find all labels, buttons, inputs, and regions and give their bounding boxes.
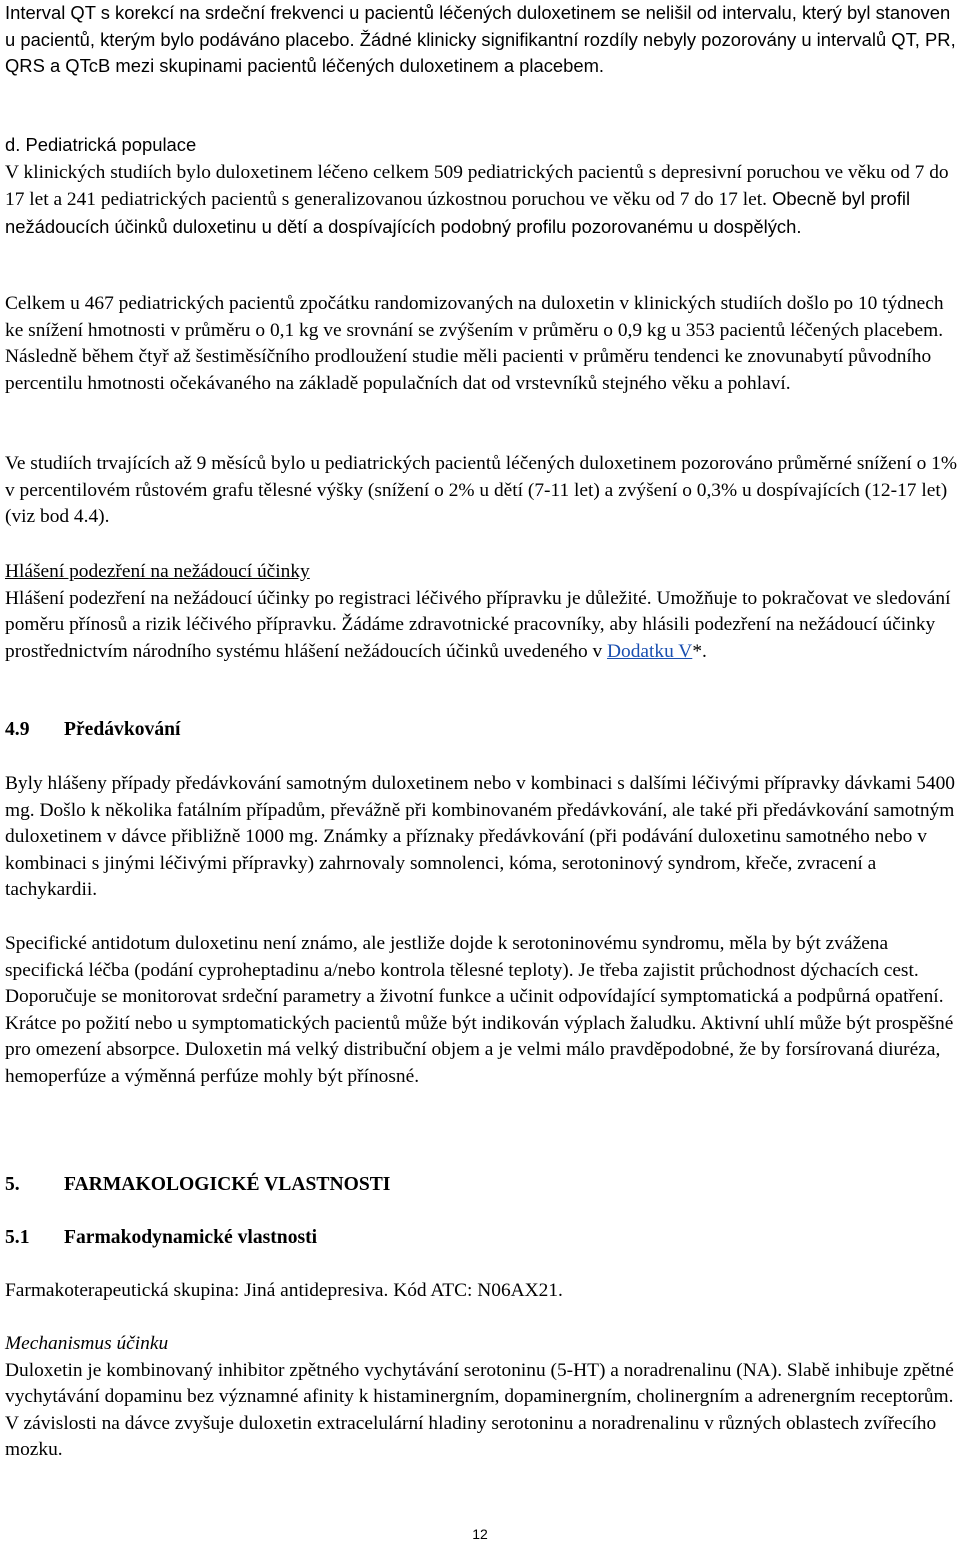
mechanism-section	[5, 1331, 957, 1464]
pediatric-text-b: Obecně byl profil nežádoucích účinků duloxetinu u dětí a dospívajících podobný profilu pozorovanému u dospělých.	[5, 188, 911, 237]
overdose-paragraph-2: Specifické antidotum duloxetinu není známo, ale jestliže dojde k serotoninovému syndromu, měla by být zvážena specifická léčba (podání cyproheptadinu a/nebo kontrola tělesné teploty). Je třeba zajistit průchodnost dýchacích cest. Doporučuje se monitorovat srdeční parametry a životní funkce a učinit odpovídající symptomatická a podpůrná opatření. Krátce po požití nebo u symptomatických pacientů může být indikován výplach žaludku. Aktivní uhlí může být prospěšné pro omezení absorpce. Duloxetin má velký distribuční objem a je velmi málo pravděpodobné, že by forsírovaná diuréza, hemoperfúze a výměnná perfúze mohly být přínosné.	[5, 933, 954, 1087]
section-5-number: 5.	[5, 1174, 20, 1195]
annex-v-link[interactable]: Dodatku V	[607, 640, 693, 662]
section-5-heading	[5, 1172, 390, 1198]
overdose-paragraph-1: Byly hlášeny případy předávkování samotným duloxetinem nebo v kombinaci s dalšími léčivými přípravky dávkami 5400 mg. Došlo k několika fatálním případům, převážně při kombinovaném předávkování, ale také při předávkování samotným duloxetinem v dávce přibližně 1000 mg. Známky a příznaky předávkování (při podávání duloxetinu samotného nebo v kombinaci s jinými léčivými přípravky) zahrnovaly somnolenci, kóma, serotoninový syndrom, křeče, zvracení a tachykardii.	[5, 773, 955, 900]
section-4-9-number: 4.9	[5, 719, 30, 740]
pediatric-text-a: V klinických studiích bylo duloxetinem léčeno celkem 509 pediatrických pacientů s depresivní poruchou ve věku od 7 do 17 let a 241 pediatrických pacientů s generalizovanou úzkostnou poruchou ve věku od 7 do 17 let.	[5, 161, 949, 210]
reporting-heading: Hlášení podezření na nežádoucí účinky	[5, 561, 310, 582]
section-4-9-heading	[5, 717, 180, 743]
reporting-text: Hlášení podezření na nežádoucí účinky po registraci léčivého přípravku je důležité. Umožňuje to pokračovat ve sledování poměru přínosů a rizik léčivého přípravku. Žádáme zdravotnické pracovníky, aby hlásili podezření na nežádoucí účinky prostřednictvím národního systému hlášení nežádoucích účinků uvedeného v	[5, 587, 951, 662]
reporting-suffix: *.	[692, 640, 707, 662]
pediatric-heading: d. Pediatrická populace	[5, 134, 197, 155]
reporting-section	[5, 559, 957, 665]
qt-interval-paragraph: Interval QT s korekcí na srdeční frekvenci u pacientů léčených duloxetinem se nelišil od intervalu, který byl stanoven u pacientů, kterým bylo podáváno placebo. Žádné klinicky signifikantní rozdíly nebyly pozorovány u intervalů QT, PR, QRS a QTcB mezi skupinami pacientů léčených duloxetinem a placebem.	[5, 2, 956, 76]
page-number: 12	[472, 1526, 488, 1542]
section-5-1-heading	[5, 1225, 317, 1251]
mechanism-text: Duloxetin je kombinovaný inhibitor zpětného vychytávání serotoninu (5-HT) a noradrenalinu (NA). Slabě inhibuje zpětné vychytávání dopaminu bez významné afinity k histaminergním, dopaminergním, cholinergním a adrenergním receptorům. V závislosti na dávce zvyšuje duloxetin extracelulární hladiny serotoninu a noradrenalinu v různých oblastech zvířecího mozku.	[5, 1359, 954, 1460]
pharmacotherapeutic-group: Farmakoterapeutická skupina: Jiná antidepresiva. Kód ATC: N06AX21.	[5, 1280, 563, 1301]
weight-paragraph: Celkem u 467 pediatrických pacientů zpočátku randomizovaných na duloxetin v klinických studiích došlo po 10 týdnech ke snížení hmotnosti v průměru o 0,1 kg ve srovnání se zvýšením v průměru o 0,9 kg u 353 pacientů léčených placebem. Následně během čtyř až šestiměsíčního prodloužení studie měli pacienti v průměru tendenci ke znovunabytí původního percentilu hmotnosti očekávaného na základě populačních dat od vrstevníků stejného věku a pohlaví.	[5, 293, 944, 394]
height-paragraph: Ve studiích trvajících až 9 měsíců bylo u pediatrických pacientů léčených duloxetinem pozorováno průměrné snížení o 1% v percentilovém růstovém grafu tělesné výšky (snížení o 2% u dětí (7-11 let) a zvýšení o 0,3% u dospívajících (12-17 let) (viz bod 4.4).	[5, 453, 957, 527]
section-5-1-title: Farmakodynamické vlastnosti	[64, 1227, 318, 1248]
section-4-9-title: Předávkování	[64, 719, 181, 740]
section-5-1-number: 5.1	[5, 1227, 30, 1248]
pediatric-section	[5, 132, 957, 241]
section-5-title: FARMAKOLOGICKÉ VLASTNOSTI	[64, 1174, 391, 1195]
mechanism-heading: Mechanismus účinku	[5, 1333, 169, 1354]
